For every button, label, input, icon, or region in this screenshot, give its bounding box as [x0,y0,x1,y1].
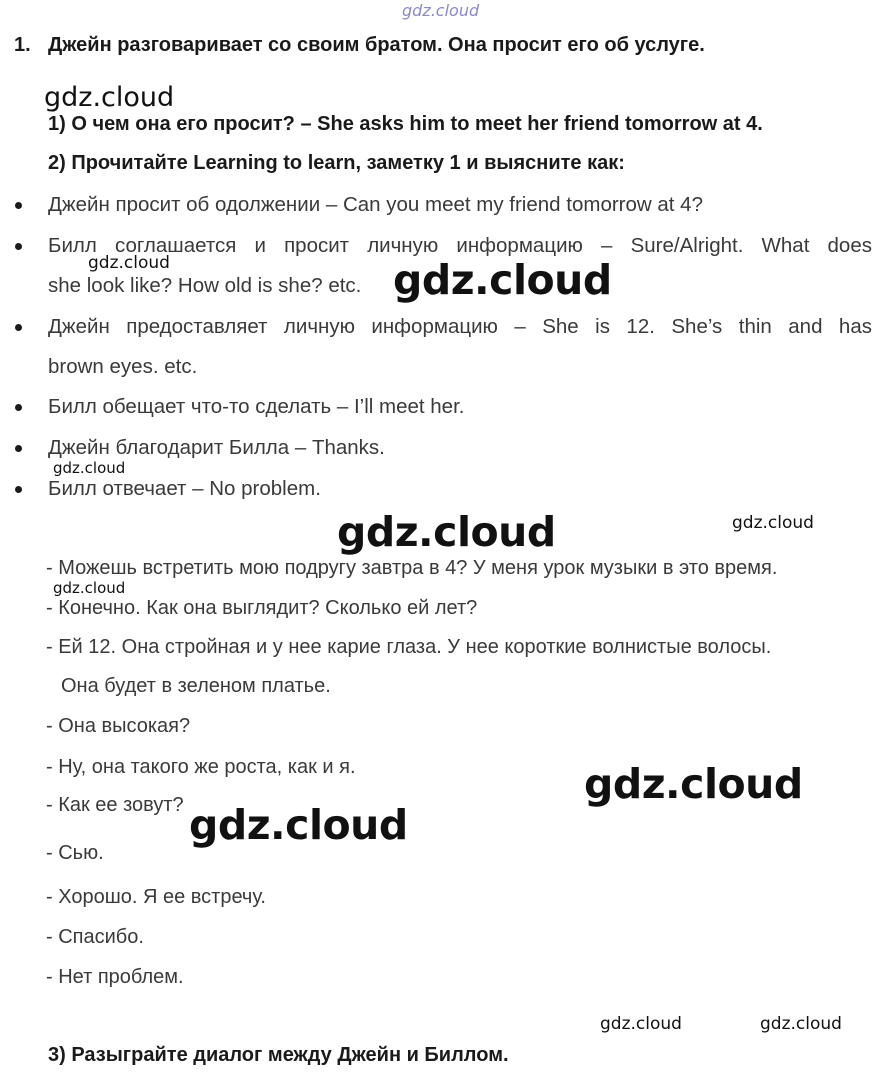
dialogue-line: - Ну, она такого же роста, как и я. [46,756,356,778]
dialogue-line: - Сью. [46,842,104,864]
bullet-dot [15,243,22,250]
list-item: Билл соглашается и просит личную информацию – Sure/Alright. What does [48,234,872,257]
bullet-dot [15,445,22,452]
watermark: gdz.cloud [393,256,612,304]
dialogue-line: - Как ее зовут? [46,794,184,816]
bullet-dot [15,324,22,331]
bullet-dot [15,404,22,411]
list-item: Джейн благодарит Билла – Thanks. [48,436,385,459]
watermark: gdz.cloud [44,82,175,113]
watermark-top: gdz.cloud [402,1,480,20]
list-item-continuation: brown eyes. etc. [48,355,198,378]
watermark: gdz.cloud [189,801,408,849]
list-item: Джейн предоставляет личную информацию – She is 12. She’s thin and has [48,315,872,338]
dialogue-line: - Спасибо. [46,926,144,948]
dialogue-line: Она будет в зеленом платье. [61,675,331,697]
question-3: 3) Разыграйте диалог между Джейн и Биллом. [48,1044,509,1066]
watermark: gdz.cloud [760,1014,842,1034]
list-item: Билл обещает что-то сделать – I’ll meet her. [48,395,465,418]
task-number: 1. [14,34,31,56]
watermark: gdz.cloud [337,508,556,556]
watermark: gdz.cloud [53,579,126,597]
watermark: gdz.cloud [732,513,814,533]
dialogue-line: - Можешь встретить мою подругу завтра в 4? У меня урок музыки в это время. [46,557,778,579]
watermark: gdz.cloud [600,1014,682,1034]
dialogue-line: - Конечно. Как она выглядит? Сколько ей лет? [46,597,478,619]
list-item: Билл отвечает – No problem. [48,477,321,500]
list-item-continuation: she look like? How old is she? etc. [48,274,362,297]
watermark: gdz.cloud [584,760,803,808]
dialogue-line: - Хорошо. Я ее встречу. [46,886,266,908]
dialogue-line: - Она высокая? [46,715,191,737]
dialogue-line: - Ей 12. Она стройная и у нее карие глаза. У нее короткие волнистые волосы. [46,636,772,658]
task-title: Джейн разговаривает со своим братом. Она просит его об услуге. [48,34,705,56]
bullet-dot [15,202,22,209]
bullet-dot [15,486,22,493]
dialogue-line: - Нет проблем. [46,966,184,988]
list-item: Джейн просит об одолжении – Can you meet my friend tomorrow at 4? [48,193,703,216]
question-1: 1) О чем она его просит? – She asks him to meet her friend tomorrow at 4. [48,113,763,135]
question-2: 2) Прочитайте Learning to learn, заметку 1 и выясните как: [48,152,625,174]
watermark: gdz.cloud [53,459,126,477]
watermark: gdz.cloud [88,253,170,273]
